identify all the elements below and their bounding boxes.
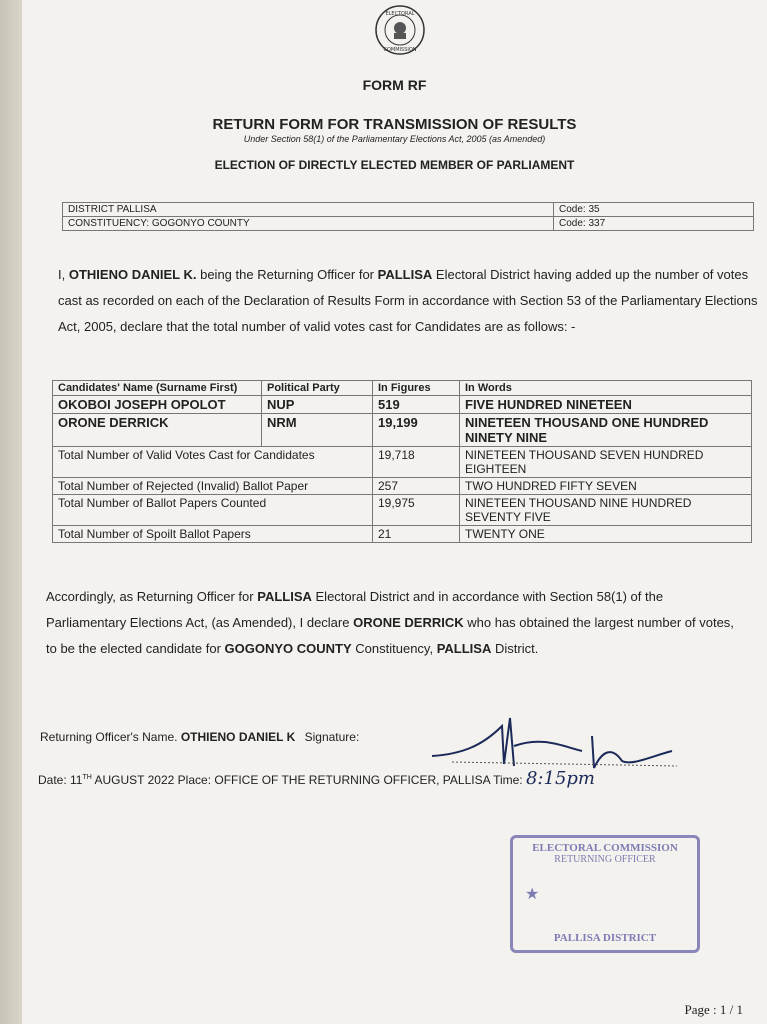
- svg-text:ELECTORAL: ELECTORAL: [385, 11, 415, 17]
- form-title: RETURN FORM FOR TRANSMISSION OF RESULTS: [212, 116, 577, 133]
- form-page: [22, 0, 767, 1024]
- date-line: Date: 11TH AUGUST 2022 Place: OFFICE OF THE RETURNING OFFICER, PALLISA Time: 8:15pm: [38, 768, 595, 789]
- district-label: DISTRICT PALLISA: [63, 203, 554, 217]
- results-table: [52, 380, 752, 543]
- district-name: PALLISA: [377, 267, 433, 282]
- election-title: ELECTION OF DIRECTLY ELECTED MEMBER OF PARLIAMENT: [214, 158, 575, 172]
- table-row: ORONE DERRICK NRM 19,199 NINETEEN THOUSAND ONE HUNDRED NINETY NINE: [53, 414, 752, 447]
- table-header: Candidates' Name (Surname First) Political Party In Figures In Words: [53, 381, 752, 396]
- constituency-label: CONSTITUENCY: GOGONYO COUNTY: [63, 217, 554, 231]
- table-row: Total Number of Valid Votes Cast for Candidates 19,718 NINETEEN THOUSAND SEVEN HUNDRED EIGHTEEN: [53, 447, 752, 478]
- district-code: Code: 35: [554, 203, 754, 217]
- officer-line: Returning Officer's Name. OTHIENO DANIEL K Signature:: [40, 730, 360, 744]
- table-row: Total Number of Spoilt Ballot Papers 21 TWENTY ONE: [53, 526, 752, 543]
- official-stamp: ELECTORAL COMMISSION RETURNING OFFICER ★ PALLISA DISTRICT: [510, 835, 700, 953]
- declaration-paragraph: I, OTHIENO DANIEL K. being the Returning Officer for PALLISA Electoral District having added up the number of votes cast as recorded on each of the Declaration of Results Form in accordance with Section 53 of the Parliamentary Elections Act, 2005, declare that the total number of valid votes cast for Candidates are as follows: -: [58, 267, 758, 334]
- table-row: Total Number of Ballot Papers Counted 19,975 NINETEEN THOUSAND NINE HUNDRED SEVENTY FIVE: [53, 495, 752, 526]
- star-icon: ★: [525, 886, 540, 903]
- officer-name: OTHIENO DANIEL K.: [68, 267, 197, 282]
- time-value: 8:15pm: [525, 768, 595, 789]
- accordingly-paragraph: Accordingly, as Returning Officer for PALLISA Electoral District and in accordance with Section 58(1) of the Parliamentary Elections Act, (as Amended), I declare ORONE DERRICK who has obtained the largest number of votes, to be the elected candidate for GOGONYO COUNTY Constituency, PALLISA District.: [46, 589, 734, 656]
- winner-name: ORONE DERRICK: [353, 615, 464, 630]
- form-label: FORM RF: [362, 77, 427, 93]
- table-row: Total Number of Rejected (Invalid) Ballot Paper 257 TWO HUNDRED FIFTY SEVEN: [53, 478, 752, 495]
- table-row: OKOBOI JOSEPH OPOLOT NUP 519 FIVE HUNDRED NINETEEN: [53, 396, 752, 414]
- form-subtitle: Under Section 58(1) of the Parliamentary Elections Act, 2005 (as Amended): [243, 134, 546, 144]
- constituency-code: Code: 337: [554, 217, 754, 231]
- district-table: [62, 202, 754, 231]
- svg-text:COMMISSION: COMMISSION: [383, 47, 417, 53]
- electoral-commission-seal-icon: [374, 4, 426, 56]
- constituency-name: GOGONYO COUNTY: [224, 641, 352, 656]
- signature-icon: [422, 706, 682, 776]
- page-shadow: [0, 0, 22, 1024]
- page-number: Page : 1 / 1: [684, 1002, 743, 1017]
